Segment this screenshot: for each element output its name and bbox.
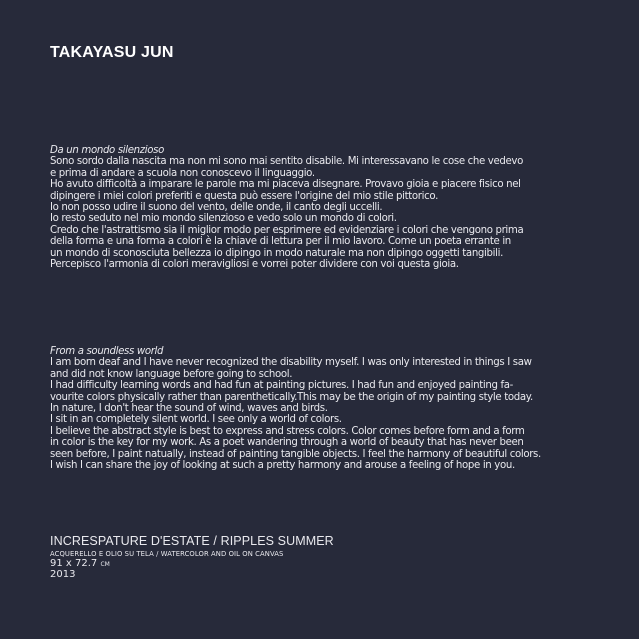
english-line: I sit in an completely silent world. I see only a world of colors. xyxy=(50,414,342,426)
artwork-dimensions xyxy=(50,558,334,569)
english-line: I am born deaf and I have never recognized the disability myself. I was only interested in things I saw xyxy=(50,357,532,369)
italian-line: Ho avuto difficoltà a imparare le parole ma mi piaceva disegnare. Provavo gioia e piacere fisico nel xyxy=(50,179,521,191)
italian-statement xyxy=(50,145,598,270)
italian-line: dipingere i miei colori preferiti e questa può essere l'origine del mio stile pittorico. xyxy=(50,190,438,202)
technique-separator: / xyxy=(156,550,159,558)
english-line: I had difficulty learning words and had fun at painting pictures. I had fun and enjoyed painting fa- xyxy=(50,380,513,392)
artwork-title-en: RIPPLES SUMMER xyxy=(220,534,334,548)
english-line: and did not know language before going to school. xyxy=(50,368,293,380)
artwork-caption xyxy=(50,534,334,580)
artwork-title xyxy=(50,534,334,548)
english-line: vourite colors physically rather than parenthetically.This may be the origin of my painting style today. xyxy=(50,391,533,403)
english-line: seen before, I paint natually, instead of painting tangible objects. I feel the harmony of beautiful colors. xyxy=(50,448,541,460)
english-line: In nature, I don't hear the sound of wind, waves and birds. xyxy=(50,403,328,415)
english-line: I believe the abstract style is best to express and stress colors. Color comes before form and a form xyxy=(50,425,525,437)
italian-line: Sono sordo dalla nascita ma non mi sono mai sentito disabile. Mi interessavano le cose che vedevo xyxy=(50,156,523,168)
technique-it: ACQUERELLO E OLIO SU TELA xyxy=(50,550,154,558)
title-separator: / xyxy=(213,534,217,548)
artwork-year: 2013 xyxy=(50,569,76,580)
italian-line: Percepisco l'armonia di colori meravigliosi e vorrei poter dividere con voi questa gioia. xyxy=(50,259,459,271)
italian-line: Credo che l'astrattismo sia il miglior modo per esprimere ed evidenziare i colori che vengono prima xyxy=(50,224,524,236)
artwork-technique xyxy=(50,550,334,558)
italian-line: della forma e una forma a colori è la chiave di lettura per il mio lavoro. Come un poeta errante in xyxy=(50,236,511,248)
italian-line: un mondo di sconosciuta bellezza io dipingo in modo naturale ma non dipingo oggetti tangibili. xyxy=(50,247,503,259)
italian-line: Io non posso udire il suono del vento, delle onde, il canto degli uccelli. xyxy=(50,202,383,214)
english-line: in color is the key for my work. As a poet wandering through a world of beauty that has never been xyxy=(50,437,524,449)
italian-line: e prima di andare a scuola non conoscevo il linguaggio. xyxy=(50,167,315,179)
english-statement xyxy=(50,346,598,471)
english-line: I wish I can share the joy of looking at such a pretty harmony and arouse a feeling of hope in you. xyxy=(50,460,515,472)
artist-name: TAKAYASU JUN xyxy=(50,44,174,61)
artwork-title-it: INCRESPATURE D'ESTATE xyxy=(50,534,210,548)
italian-subtitle: Da un mondo silenzioso xyxy=(50,145,164,156)
dimensions-unit: cm xyxy=(100,559,110,568)
italian-line: Io resto seduto nel mio mondo silenzioso e vedo solo un mondo di colori. xyxy=(50,213,397,225)
english-subtitle: From a soundless world xyxy=(50,346,164,357)
dimensions-value: 91 x 72.7 xyxy=(50,558,98,569)
technique-en: WATERCOLOR AND OIL ON CANVAS xyxy=(160,550,284,558)
